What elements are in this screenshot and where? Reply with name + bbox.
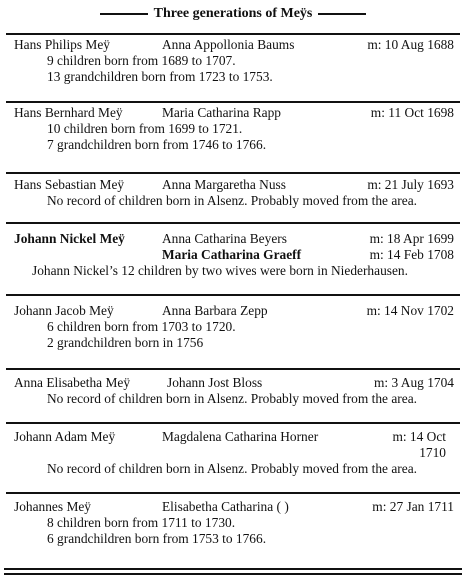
entry-anna-elisabetha bbox=[0, 375, 466, 407]
entry-divider bbox=[6, 422, 460, 424]
entry-marriage: m: 21 July 1693 bbox=[367, 177, 454, 192]
entry-spouse: Maria Catharina Rapp bbox=[162, 105, 281, 120]
entry-divider bbox=[6, 492, 460, 494]
entry-note: No record of children born in Alsenz. Probably moved from the area. bbox=[47, 391, 417, 406]
entry-note: No record of children born in Alsenz. Probably moved from the area. bbox=[47, 461, 417, 476]
entry-note: No record of children born in Alsenz. Probably moved from the area. bbox=[47, 193, 417, 208]
entry-note: 2 grandchildren born in 1756 bbox=[47, 335, 204, 350]
entry-spouse: Magdalena Catharina Horner bbox=[162, 429, 319, 444]
entry-second-spouse: Maria Catharina Graeff bbox=[162, 247, 302, 262]
entry-johann-nickel bbox=[0, 231, 466, 279]
entry-marriage: m: 14 Nov 1702 bbox=[366, 303, 454, 318]
entry-name: Johannes Meÿ bbox=[14, 499, 91, 514]
entry-marriage-continued: 1710 bbox=[419, 445, 446, 460]
entry-marriage: m: 18 Apr 1699 bbox=[369, 231, 454, 246]
entry-hans-philips bbox=[0, 37, 466, 85]
entry-second-marriage: m: 14 Feb 1708 bbox=[369, 247, 454, 262]
entry-divider bbox=[6, 172, 460, 174]
entry-divider bbox=[6, 222, 460, 224]
entry-name: Anna Elisabetha Meÿ bbox=[14, 375, 131, 390]
entry-name: Johann Jacob Meÿ bbox=[14, 303, 114, 318]
entry-marriage: m: 14 Oct bbox=[392, 429, 446, 444]
entry-marriage: m: 3 Aug 1704 bbox=[374, 375, 454, 390]
entry-marriage: m: 11 Oct 1698 bbox=[370, 105, 454, 120]
entry-name: Johann Adam Meÿ bbox=[14, 429, 116, 444]
entry-spouse: Anna Barbara Zepp bbox=[162, 303, 268, 318]
title-right-dash bbox=[318, 13, 366, 15]
entry-note: 10 children born from 1699 to 1721. bbox=[47, 121, 243, 136]
title-text: Three generations of Meÿs bbox=[153, 5, 313, 21]
entry-spouse: Johann Jost Bloss bbox=[167, 375, 263, 390]
entry-note: 6 grandchildren born from 1753 to 1766. bbox=[47, 531, 267, 546]
entry-divider bbox=[6, 294, 460, 296]
entry-note: Johann Nickel’s 12 children by two wives were born in Niederhausen. bbox=[32, 263, 408, 278]
entry-name: Hans Bernhard Meÿ bbox=[14, 105, 123, 120]
entry-johann-jacob bbox=[0, 303, 466, 351]
entry-spouse: Anna Margaretha Nuss bbox=[162, 177, 286, 192]
entry-note: 8 children born from 1711 to 1730. bbox=[47, 515, 236, 530]
entry-note: 7 grandchildren born from 1746 to 1766. bbox=[47, 137, 267, 152]
entry-name: Hans Sebastian Meÿ bbox=[14, 177, 125, 192]
entry-spouse: Anna Appollonia Baums bbox=[162, 37, 295, 52]
bottom-double-rule-top bbox=[4, 568, 462, 570]
entry-note: 13 grandchildren born from 1723 to 1753. bbox=[47, 69, 273, 84]
entry-hans-sebastian bbox=[0, 177, 466, 209]
bottom-double-rule-bottom bbox=[4, 573, 462, 575]
entry-divider bbox=[6, 33, 460, 35]
entry-note: 6 children born from 1703 to 1720. bbox=[47, 319, 236, 334]
entry-name: Hans Philips Meÿ bbox=[14, 37, 110, 52]
page-title bbox=[0, 5, 466, 23]
entry-spouse: Elisabetha Catharina ( ) bbox=[162, 499, 289, 514]
entry-hans-bernhard bbox=[0, 105, 466, 153]
entry-divider bbox=[6, 368, 460, 370]
entry-johannes bbox=[0, 499, 466, 547]
entry-divider bbox=[6, 101, 460, 103]
entry-spouse: Anna Catharina Beyers bbox=[162, 231, 287, 246]
entry-note: 9 children born from 1689 to 1707. bbox=[47, 53, 236, 68]
entry-name: Johann Nickel Meÿ bbox=[14, 231, 125, 246]
title-left-dash bbox=[100, 13, 148, 15]
entry-marriage: m: 27 Jan 1711 bbox=[372, 499, 454, 514]
entry-johann-adam bbox=[0, 429, 466, 477]
entry-marriage: m: 10 Aug 1688 bbox=[367, 37, 454, 52]
